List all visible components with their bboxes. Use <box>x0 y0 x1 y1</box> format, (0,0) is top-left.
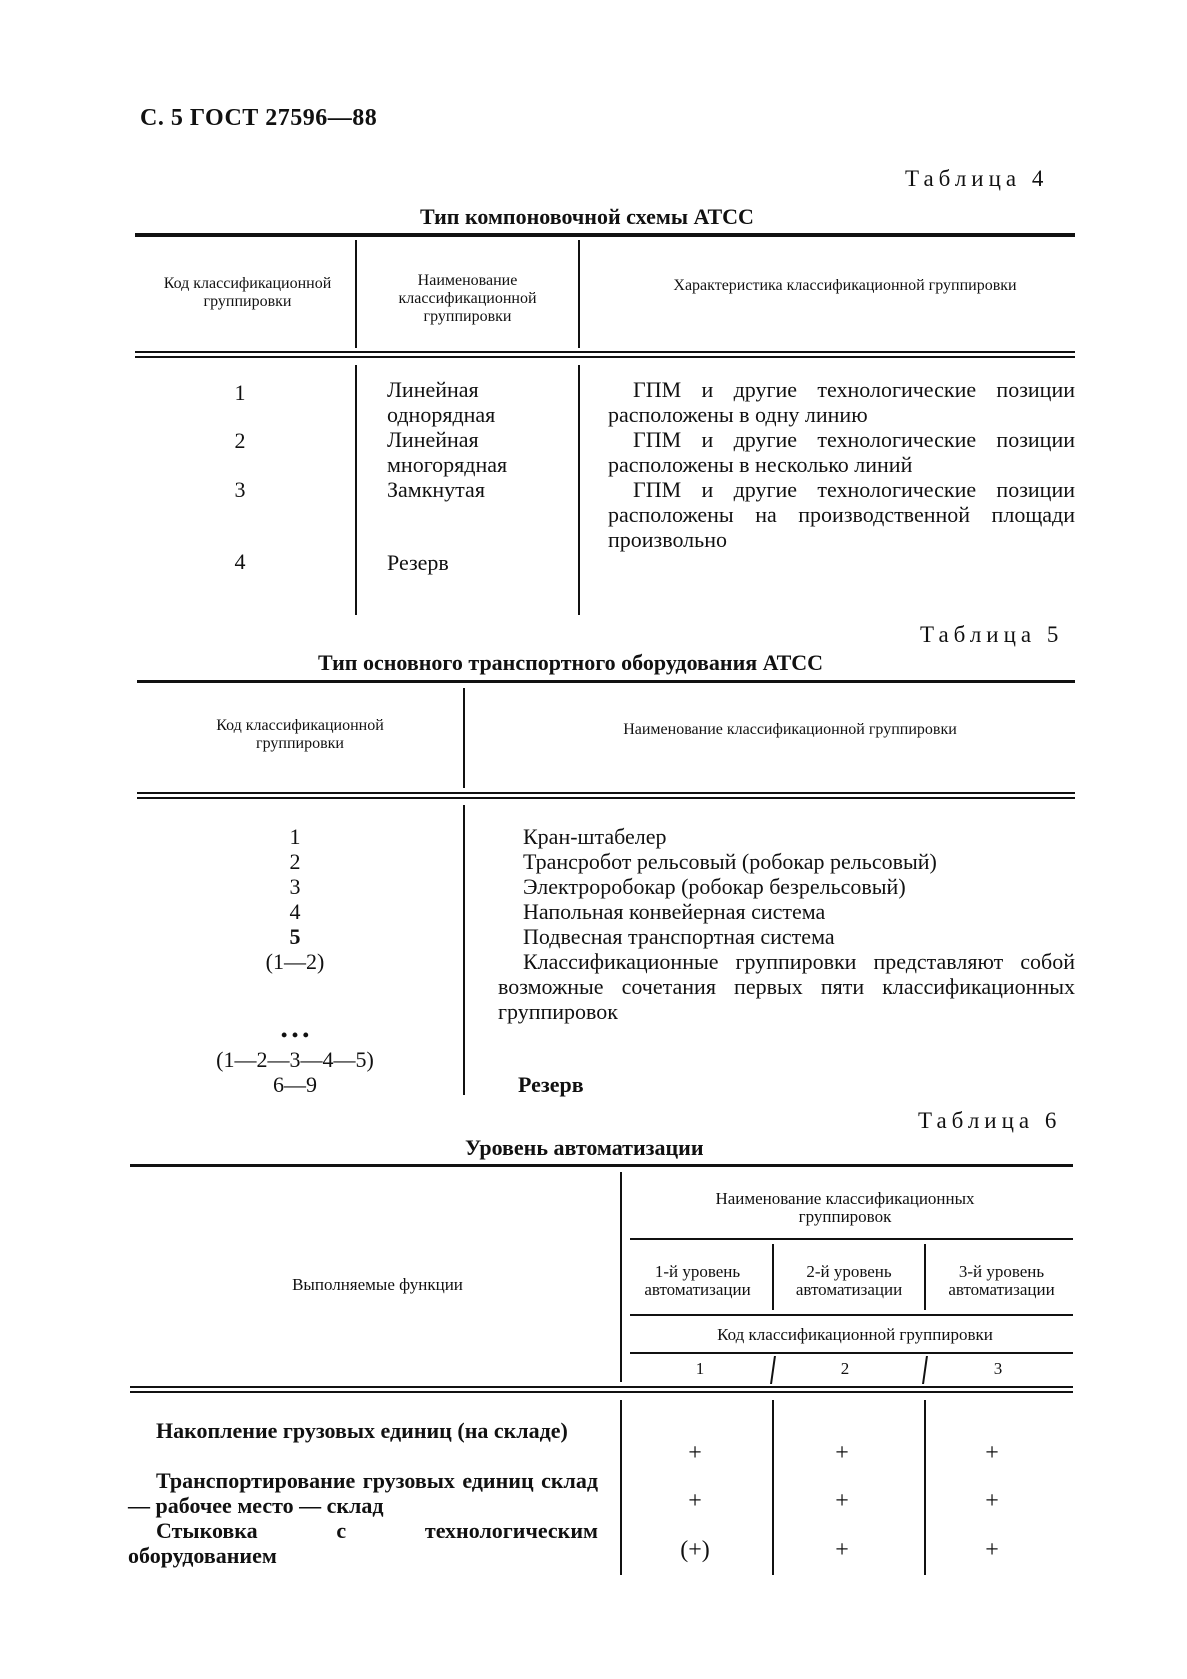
table5-row-name: Напольная конвейерная система <box>523 899 826 924</box>
table4-row-name: Линейная многорядная <box>387 427 508 477</box>
table6-header-code: Код классификационной группировки <box>717 1325 993 1344</box>
table5-label: Таблица 5 <box>920 622 1064 647</box>
table6-level-divider <box>924 1244 926 1310</box>
table5-row-code: 2 <box>289 849 301 874</box>
table4-label: Таблица 4 <box>905 166 1049 191</box>
table4-header-rule <box>135 351 1075 353</box>
table6-top-rule <box>130 1164 1073 1167</box>
table4-header-divider <box>355 240 357 348</box>
table5-row-code: 4 <box>289 899 301 924</box>
table4-body-divider <box>355 365 357 615</box>
table6-cell-l2: + <box>835 1488 849 1514</box>
table6-row-function: Стыковка с технологическим оборудованием <box>128 1518 598 1568</box>
table6-code-rule <box>630 1314 1073 1316</box>
table5-row-name: Классификационные группировки представляют собой возможные сочетания первых пяти классификационных группировок <box>498 949 1075 1024</box>
table5-body-divider <box>463 805 465 1095</box>
table6-row-function: Транспортирование грузовых единиц склад — рабочее место — склад <box>128 1468 598 1518</box>
table6-number-rule <box>630 1352 1073 1354</box>
table6-cell-l1: (+) <box>680 1537 710 1563</box>
table4-header-rule <box>135 356 1075 358</box>
table5-reserve-name: Резерв <box>518 1072 584 1097</box>
table6-header-level1: 1-й уровень автоматизации <box>644 1262 751 1299</box>
table4-row-name: Резерв <box>387 550 449 575</box>
table5-header-divider <box>463 688 465 788</box>
table4-row-characteristic: ГПМ и другие технологические позиции расположены в одну линию <box>608 377 1075 427</box>
table5-title: Тип основного транспортного оборудования АТСС <box>318 650 824 675</box>
table6-cell-l2: + <box>835 1440 849 1466</box>
table4-row-characteristic: ГПМ и другие технологические позиции расположены на производственной площади произвольно <box>608 477 1075 552</box>
table6-body-divider <box>924 1400 926 1575</box>
table6-header-functions: Выполняемые функции <box>292 1275 463 1294</box>
table6-title: Уровень автоматизации <box>465 1135 704 1160</box>
table6-header-c3: 3 <box>993 1359 1003 1378</box>
table5-combo-code: (1—2—3—4—5) <box>216 1047 374 1072</box>
table5-top-rule <box>137 680 1075 683</box>
table6-cell-l3: + <box>985 1440 999 1466</box>
table5-row-name: Трансробот рельсовый (робокар рельсовый) <box>523 849 937 874</box>
table4-row-name: Замкнутая <box>387 477 485 502</box>
table6-header-c1: 1 <box>695 1359 705 1378</box>
table4-top-rule <box>135 233 1075 237</box>
table6-header-rule <box>130 1391 1073 1393</box>
table5-row-name: Электроробокар (робокар безрельсовый) <box>523 874 906 899</box>
table4-row-code: 1 <box>234 380 246 405</box>
table6-cell-l2: + <box>835 1537 849 1563</box>
table4-row-characteristic: ГПМ и другие технологические позиции расположены в несколько линий <box>608 427 1075 477</box>
table5-header-code: Код классификационной группировки <box>216 717 384 752</box>
table6-number-divider <box>922 1356 928 1384</box>
table6-cell-l3: + <box>985 1537 999 1563</box>
page-header: С. 5 ГОСТ 27596—88 <box>140 105 378 131</box>
table4-header-name: Наименование классификационной группировки <box>398 272 537 325</box>
table4-header-divider <box>578 240 580 348</box>
table5-header-rule <box>137 792 1075 794</box>
table6-header-c2: 2 <box>840 1359 850 1378</box>
table6-cell-l3: + <box>985 1488 999 1514</box>
table6-body-divider <box>772 1400 774 1575</box>
table6-number-divider <box>770 1356 776 1384</box>
table6-label: Таблица 6 <box>918 1108 1062 1133</box>
table6-cell-l1: + <box>688 1488 702 1514</box>
table4-header-code: Код классификационной группировки <box>163 275 332 310</box>
table5-row-name: Подвесная транспортная система <box>523 924 835 949</box>
table6-header-level2: 2-й уровень автоматизации <box>795 1262 903 1299</box>
table6-subheader-rule <box>630 1238 1073 1240</box>
table5-row-code: 5 <box>289 924 301 949</box>
table6-row-function: Накопление грузовых единиц (на складе) <box>156 1418 568 1443</box>
table6-body-divider <box>620 1400 622 1575</box>
table5-row-code: 1 <box>289 824 301 849</box>
table6-header-rule <box>130 1386 1073 1388</box>
table5-ellipsis: • • • <box>281 1025 309 1045</box>
table4-row-code: 2 <box>234 428 246 453</box>
table5-row-code: 3 <box>289 874 301 899</box>
table6-header-names: Наименование классификационных группировок <box>715 1189 975 1226</box>
table5-row-name: Кран-штабелер <box>523 824 667 849</box>
table4-body-divider <box>578 365 580 615</box>
table6-header-divider <box>620 1172 622 1382</box>
table6-level-divider <box>772 1244 774 1310</box>
table4-row-name: Линейная однорядная <box>387 377 496 427</box>
table4-header-characteristic: Характеристика классификационной группировки <box>673 277 1017 294</box>
table4-row-code: 3 <box>234 477 246 502</box>
table5-header-name: Наименование классификационной группировки <box>623 721 957 738</box>
table6-cell-l1: + <box>688 1440 702 1466</box>
table5-row-code: (1—2) <box>265 949 325 974</box>
table4-title: Тип компоновочной схемы АТСС <box>420 204 754 229</box>
table5-reserve-code: 6—9 <box>273 1072 317 1097</box>
table4-row-code: 4 <box>234 549 246 574</box>
table5-header-rule <box>137 797 1075 799</box>
table6-header-level3: 3-й уровень автоматизации <box>948 1262 1055 1299</box>
